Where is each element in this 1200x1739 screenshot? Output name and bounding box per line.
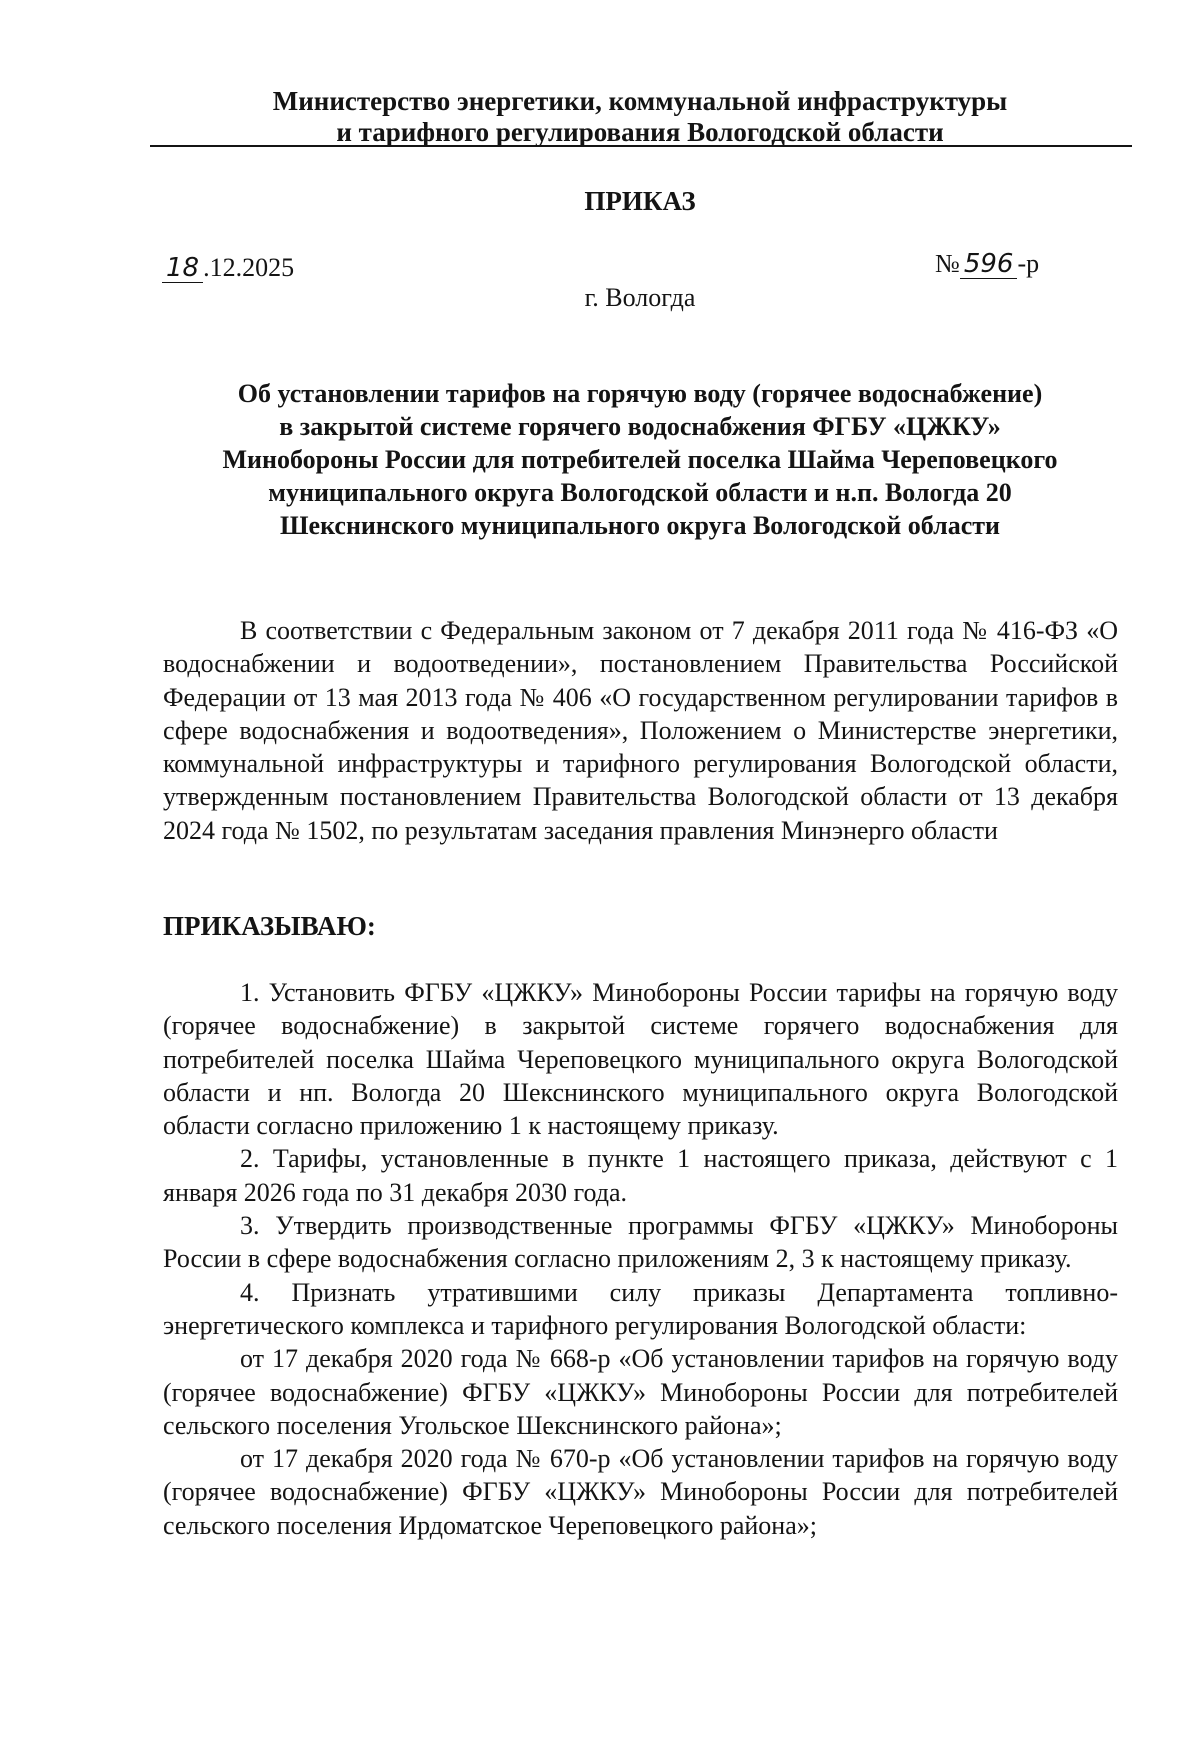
order-number-prefix: № [935,249,960,278]
order-item-3: 3. Утвердить производственные программы ФГБУ «ЦЖКУ» Минобороны России в сфере водоснабжения согласно приложениям 2, 3 к настоящему приказу. [163,1211,1118,1274]
order-date [162,252,294,284]
order-date-day: 18 [162,254,203,283]
decree-heading: ПРИКАЗЫВАЮ: [163,911,376,941]
order-item-1: 1. Установить ФГБУ «ЦЖКУ» Минобороны России тарифы на горячую воду (горячее водоснабжение) в закрытой системе горячего водоснабжения для потребителей поселка Шайма Череповецкого муниципального округа Вологодской области и нп. Вологда 20 Шекснинского муниципального округа Вологодской области согласно приложению 1 к настоящему приказу. [163,978,1118,1141]
order-number-suffix: -р [1017,249,1040,278]
header-divider [150,145,1132,147]
order-number-value: 596 [960,250,1018,279]
subject-line: Шекснинского муниципального округа Вологодской области [279,511,1000,540]
order-subject [150,377,1130,542]
subject-line: в закрытой системе горячего водоснабжения ФГБУ «ЦЖКУ» [279,412,1001,441]
order-number [935,248,1039,280]
repealed-order-2: от 17 декабря 2020 года № 670-р «Об установлении тарифов на горячую воду (горячее водоснабжение) ФГБУ «ЦЖКУ» Минобороны России для потребителей сельского поселения Ирдоматское Череповецкого района»; [163,1444,1118,1540]
ministry-name-line2: и тарифного регулирования Вологодской области [336,117,944,147]
subject-line: Минобороны России для потребителей поселка Шайма Череповецкого [222,445,1058,474]
subject-line: муниципального округа Вологодской области и н.п. Вологда 20 [268,478,1012,507]
order-items [163,976,1118,1542]
preamble-paragraph: В соответствии с Федеральным законом от 7 декабря 2011 года № 416-ФЗ «О водоснабжении и водоотведении», постановлением Правительства Российской Федерации от 13 мая 2013 года № 406 «О государственном регулировании тарифов в сфере водоснабжения и водоотведения», Положением о Министерстве энергетики, коммунальной инфраструктуры и тарифного регулирования Вологодской области, утвержденным постановлением Правительства Вологодской области от 13 декабря 2024 года № 1502, по результатам заседания правления Минэнерго области [163,616,1118,845]
preamble-block [163,614,1118,847]
document-type-title: ПРИКАЗ [584,186,696,216]
order-item-2: 2. Тарифы, установленные в пункте 1 настоящего приказа, действуют с 1 января 2026 года по 31 декабря 2030 года. [163,1144,1118,1207]
ministry-name-line1: Министерство энергетики, коммунальной инфраструктуры [272,86,1008,116]
order-item-4: 4. Признать утратившими силу приказы Департамента топливно-энергетического комплекса и тарифного регулирования Вологодской области: [163,1277,1118,1340]
repealed-order-1: от 17 декабря 2020 года № 668-р «Об установлении тарифов на горячую воду (горячее водоснабжение) ФГБУ «ЦЖКУ» Минобороны России для потребителей сельского поселения Угольское Шекснинского района»; [163,1344,1118,1440]
city: г. Вологда [584,283,696,312]
order-date-rest: .12.2025 [203,253,295,282]
subject-line: Об установлении тарифов на горячую воду (горячее водоснабжение) [237,379,1043,408]
